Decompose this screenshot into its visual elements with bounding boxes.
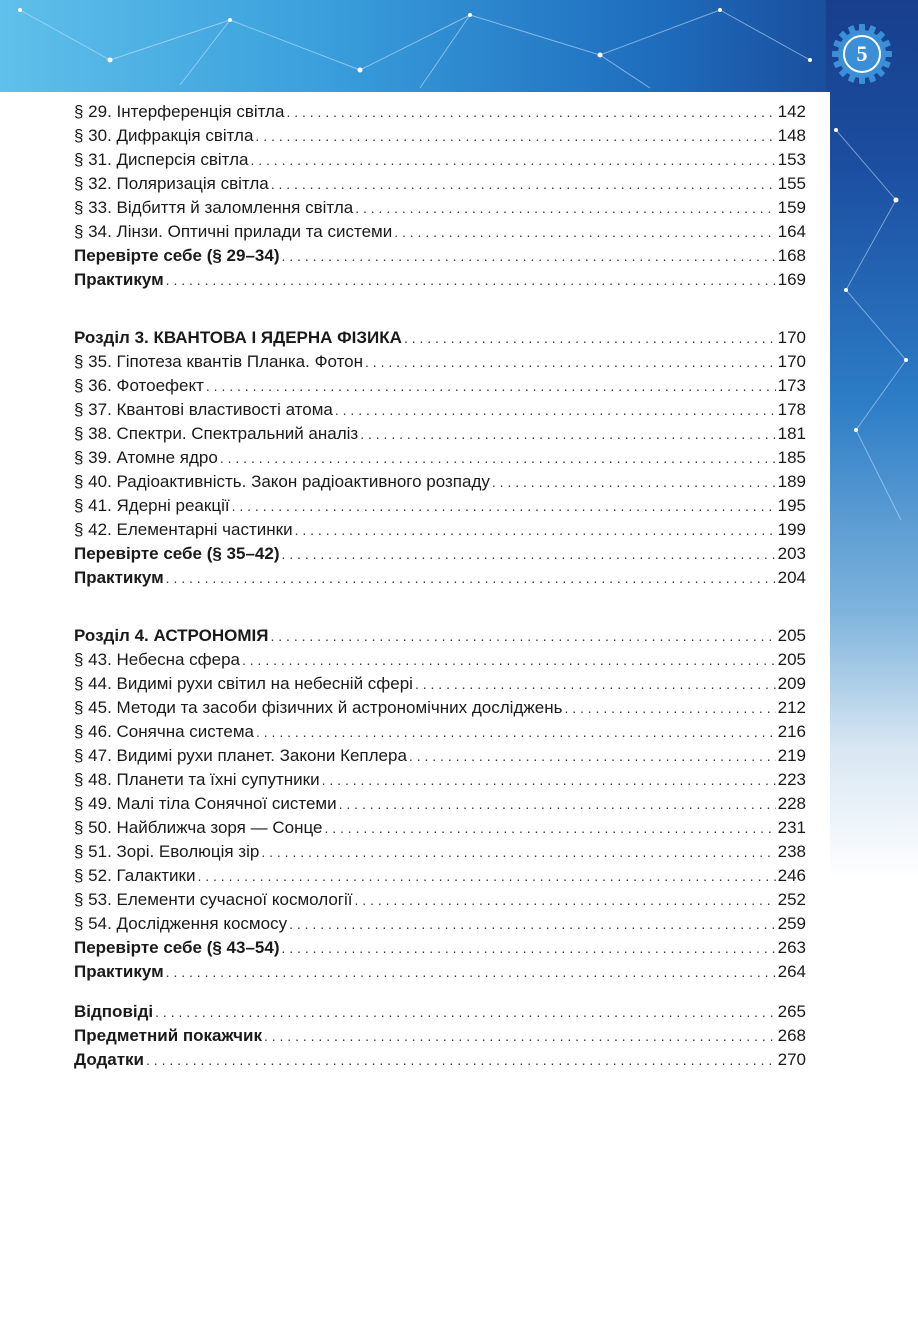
toc-entry-page: 170 bbox=[777, 352, 806, 371]
toc-entry-page: 170 bbox=[777, 328, 806, 347]
toc-entry[interactable] bbox=[74, 542, 806, 566]
toc-entry-title: § 42. Елементарні частинки bbox=[74, 520, 293, 539]
toc-entry-page: 173 bbox=[777, 376, 806, 395]
toc-entry[interactable] bbox=[74, 840, 806, 864]
toc-entry[interactable] bbox=[74, 100, 806, 124]
dot-leader bbox=[404, 326, 776, 350]
toc-entry[interactable] bbox=[74, 566, 806, 590]
toc-entry-page: 195 bbox=[777, 496, 806, 515]
toc-entry-page: 185 bbox=[777, 448, 806, 467]
toc-entry-page: 189 bbox=[777, 472, 806, 491]
dot-leader bbox=[286, 100, 775, 124]
toc-entry-title: § 47. Видимі рухи планет. Закони Кеплера bbox=[74, 746, 407, 765]
toc-entry-page: 270 bbox=[777, 1050, 806, 1069]
toc-entry[interactable] bbox=[74, 398, 806, 422]
toc-entry-page: 148 bbox=[777, 126, 806, 145]
dot-leader bbox=[360, 422, 775, 446]
toc-section bbox=[74, 624, 806, 984]
toc-entry-page: 181 bbox=[777, 424, 806, 443]
toc-entry-title: § 40. Радіоактивність. Закон радіоактивного розпаду bbox=[74, 472, 490, 491]
dot-leader bbox=[166, 268, 776, 292]
toc-entry[interactable] bbox=[74, 326, 806, 350]
toc-entry[interactable] bbox=[74, 220, 806, 244]
toc-entry[interactable] bbox=[74, 936, 806, 960]
toc-entry-title: Практикум bbox=[74, 962, 164, 981]
toc-entry-page: 209 bbox=[777, 674, 806, 693]
toc-entry[interactable] bbox=[74, 494, 806, 518]
toc-entry-title: § 37. Квантові властивості атома bbox=[74, 400, 333, 419]
toc-entry[interactable] bbox=[74, 172, 806, 196]
toc-entry-title: Розділ 4. АСТРОНОМІЯ bbox=[74, 626, 269, 645]
toc-entry-title: § 41. Ядерні реакції bbox=[74, 496, 230, 515]
toc-entry-page: 216 bbox=[777, 722, 806, 741]
toc-entry[interactable] bbox=[74, 864, 806, 888]
toc-entry-page: 142 bbox=[777, 102, 806, 121]
toc-entry-title: § 38. Спектри. Спектральний аналіз bbox=[74, 424, 359, 443]
toc-entry-title: Додатки bbox=[74, 1050, 145, 1069]
toc-entry[interactable] bbox=[74, 422, 806, 446]
dot-leader bbox=[232, 494, 776, 518]
dot-leader bbox=[339, 792, 776, 816]
toc-entry-page: 212 bbox=[777, 698, 806, 717]
toc-entry-page: 252 bbox=[777, 890, 806, 909]
toc-entry-title: § 44. Видимі рухи світил на небесній сфері bbox=[74, 674, 413, 693]
dot-leader bbox=[282, 936, 776, 960]
toc-entry[interactable] bbox=[74, 960, 806, 984]
dot-leader bbox=[256, 720, 776, 744]
dot-leader bbox=[324, 816, 775, 840]
toc-entry[interactable] bbox=[74, 470, 806, 494]
toc-entry-page: 228 bbox=[777, 794, 806, 813]
toc-entry-title: Практикум bbox=[74, 270, 164, 289]
toc-entry[interactable] bbox=[74, 244, 806, 268]
toc-entry-title: § 30. Дифракція світла bbox=[74, 126, 254, 145]
toc-entry-title: § 39. Атомне ядро bbox=[74, 448, 218, 467]
toc-entry-title: § 53. Елементи сучасної космології bbox=[74, 890, 353, 909]
dot-leader bbox=[409, 744, 776, 768]
toc-entry[interactable] bbox=[74, 124, 806, 148]
toc-entry-title: § 45. Методи та засоби фізичних й астрономічних досліджень bbox=[74, 698, 563, 717]
dot-leader bbox=[415, 672, 776, 696]
side-constellation-decoration bbox=[826, 0, 918, 700]
toc-entry-page: 219 bbox=[777, 746, 806, 765]
toc-entry-page: 203 bbox=[777, 544, 806, 563]
dot-leader bbox=[261, 840, 775, 864]
dot-leader bbox=[564, 696, 775, 720]
toc-entry-title: § 49. Малі тіла Сонячної системи bbox=[74, 794, 337, 813]
toc-entry[interactable] bbox=[74, 744, 806, 768]
dot-leader bbox=[242, 648, 776, 672]
toc-entry-page: 259 bbox=[777, 914, 806, 933]
dot-leader bbox=[355, 888, 776, 912]
side-decoration-strip bbox=[826, 0, 918, 1332]
toc-entry-page: 246 bbox=[777, 866, 806, 885]
dot-leader bbox=[295, 518, 776, 542]
toc-entry-title: § 54. Дослідження космосу bbox=[74, 914, 288, 933]
toc-entry-title: Перевірте себе (§ 35–42) bbox=[74, 544, 280, 563]
toc-entry-title: Практикум bbox=[74, 568, 164, 587]
constellation-decoration bbox=[0, 0, 918, 92]
toc-entry-title: Предметний покажчик bbox=[74, 1026, 262, 1045]
toc-entry[interactable] bbox=[74, 624, 806, 648]
toc-entry[interactable] bbox=[74, 374, 806, 398]
toc-entry-title: § 31. Дисперсія світла bbox=[74, 150, 249, 169]
toc-entry-page: 204 bbox=[777, 568, 806, 587]
dot-leader bbox=[155, 1000, 775, 1024]
dot-leader bbox=[220, 446, 776, 470]
toc-entry-title: Відповіді bbox=[74, 1002, 154, 1021]
toc-entry-page: 205 bbox=[777, 626, 806, 645]
dot-leader bbox=[335, 398, 776, 422]
toc-entry-page: 265 bbox=[777, 1002, 806, 1021]
toc-section bbox=[74, 100, 806, 292]
dot-leader bbox=[206, 374, 776, 398]
toc-entry[interactable] bbox=[74, 672, 806, 696]
toc-entry-page: 164 bbox=[777, 222, 806, 241]
toc-entry-title: Перевірте себе (§ 29–34) bbox=[74, 246, 280, 265]
dot-leader bbox=[282, 244, 776, 268]
toc-entry[interactable] bbox=[74, 196, 806, 220]
toc-entry[interactable] bbox=[74, 148, 806, 172]
toc-entry-title: § 46. Сонячна система bbox=[74, 722, 254, 741]
toc-entry-page: 223 bbox=[777, 770, 806, 789]
toc-entry[interactable] bbox=[74, 792, 806, 816]
toc-entry-page: 178 bbox=[777, 400, 806, 419]
dot-leader bbox=[322, 768, 776, 792]
toc-entry[interactable] bbox=[74, 648, 806, 672]
toc-entry-title: § 43. Небесна сфера bbox=[74, 650, 240, 669]
toc-entry-page: 169 bbox=[777, 270, 806, 289]
toc-entry[interactable] bbox=[74, 518, 806, 542]
toc-entry[interactable] bbox=[74, 446, 806, 470]
dot-leader bbox=[166, 566, 776, 590]
dot-leader bbox=[255, 124, 775, 148]
toc-entry[interactable] bbox=[74, 1048, 806, 1072]
toc-entry-page: 153 bbox=[777, 150, 806, 169]
toc-entry-title: § 29. Інтерференція світла bbox=[74, 102, 285, 121]
dot-leader bbox=[394, 220, 775, 244]
page-number-badge bbox=[830, 22, 894, 86]
toc-entry[interactable] bbox=[74, 768, 806, 792]
toc-entry-page: 155 bbox=[777, 174, 806, 193]
dot-leader bbox=[271, 624, 776, 648]
dot-leader bbox=[289, 912, 776, 936]
toc-entry-page: 264 bbox=[777, 962, 806, 981]
dot-leader bbox=[365, 350, 776, 374]
toc-entry-page: 231 bbox=[777, 818, 806, 837]
toc-entry[interactable] bbox=[74, 696, 806, 720]
toc-entry-title: § 33. Відбиття й заломлення світла bbox=[74, 198, 354, 217]
toc-entry-page: 205 bbox=[777, 650, 806, 669]
dot-leader bbox=[250, 148, 775, 172]
toc-section bbox=[74, 1000, 806, 1072]
toc-entry[interactable] bbox=[74, 1024, 806, 1048]
dot-leader bbox=[492, 470, 776, 494]
dot-leader bbox=[146, 1048, 776, 1072]
toc-entry-page: 268 bbox=[777, 1026, 806, 1045]
toc-entry-title: § 51. Зорі. Еволюція зір bbox=[74, 842, 260, 861]
toc-entry[interactable] bbox=[74, 816, 806, 840]
toc-entry-title: § 35. Гіпотеза квантів Планка. Фотон bbox=[74, 352, 364, 371]
toc-section bbox=[74, 326, 806, 590]
dot-leader bbox=[282, 542, 776, 566]
toc-entry-page: 168 bbox=[777, 246, 806, 265]
dot-leader bbox=[264, 1024, 776, 1048]
header-banner bbox=[0, 0, 918, 92]
toc-entry-title: § 48. Планети та їхні супутники bbox=[74, 770, 320, 789]
toc-entry-title: Перевірте себе (§ 43–54) bbox=[74, 938, 280, 957]
toc-entry-page: 238 bbox=[777, 842, 806, 861]
toc-entry[interactable] bbox=[74, 1000, 806, 1024]
page-number: 5 bbox=[856, 41, 868, 66]
toc-entry-title: § 34. Лінзи. Оптичні прилади та системи bbox=[74, 222, 393, 241]
toc-entry-page: 263 bbox=[777, 938, 806, 957]
toc-entry[interactable] bbox=[74, 720, 806, 744]
toc-entry-title: § 50. Найближча зоря — Сонце bbox=[74, 818, 323, 837]
toc-entry[interactable] bbox=[74, 268, 806, 292]
table-of-contents bbox=[74, 100, 806, 1072]
toc-entry[interactable] bbox=[74, 888, 806, 912]
toc-entry-title: § 36. Фотоефект bbox=[74, 376, 204, 395]
toc-entry-page: 159 bbox=[777, 198, 806, 217]
toc-entry-page: 199 bbox=[777, 520, 806, 539]
toc-entry[interactable] bbox=[74, 350, 806, 374]
dot-leader bbox=[197, 864, 775, 888]
toc-entry-title: Розділ 3. КВАНТОВА І ЯДЕРНА ФІЗИКА bbox=[74, 328, 402, 347]
toc-entry-title: § 52. Галактики bbox=[74, 866, 196, 885]
dot-leader bbox=[166, 960, 776, 984]
dot-leader bbox=[355, 196, 775, 220]
dot-leader bbox=[271, 172, 776, 196]
toc-entry[interactable] bbox=[74, 912, 806, 936]
toc-entry-title: § 32. Поляризація світла bbox=[74, 174, 269, 193]
